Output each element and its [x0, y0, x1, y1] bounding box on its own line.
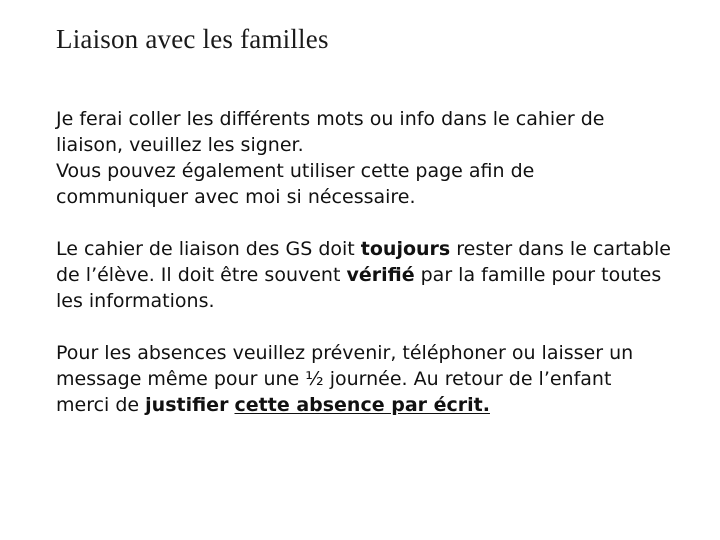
- underlined-text: cette absence par écrit.: [234, 394, 490, 416]
- text-line: [56, 236, 696, 262]
- text-line: message même pour une ½ journée. Au retour de l’enfant: [56, 368, 612, 390]
- text-run: merci de: [56, 394, 146, 416]
- emphasis-justifier: justifier: [145, 394, 229, 416]
- paragraph-absences: [56, 340, 696, 418]
- emphasis-absence-par-ecrit: [235, 394, 490, 416]
- paragraph-cahier-usage: [56, 106, 696, 210]
- text-line: communiquer avec moi si nécessaire.: [56, 186, 416, 208]
- text-run: Le cahier de liaison des GS doit: [56, 238, 361, 260]
- emphasis-toujours: toujours: [360, 238, 451, 260]
- text-line: liaison, veuillez les signer.: [56, 134, 304, 156]
- emphasis-verifie: vérifié: [346, 264, 415, 286]
- text-run: par la famille pour toutes: [414, 264, 662, 286]
- paragraph-cahier-rules: [56, 236, 696, 314]
- text-line: Vous pouvez également utiliser cette page afin de: [56, 160, 535, 182]
- text-run: rester dans le cartable: [450, 238, 671, 260]
- text-line: [56, 392, 696, 418]
- body-text: [56, 106, 696, 418]
- text-run: de l’élève. Il doit être souvent: [56, 264, 347, 286]
- page-title: Liaison avec les familles: [56, 24, 329, 54]
- text-line: les informations.: [56, 290, 215, 312]
- text-line: [56, 262, 696, 288]
- text-line: Je ferai coller les différents mots ou info dans le cahier de: [56, 108, 605, 130]
- text-line: Pour les absences veuillez prévenir, téléphoner ou laisser un: [56, 342, 634, 364]
